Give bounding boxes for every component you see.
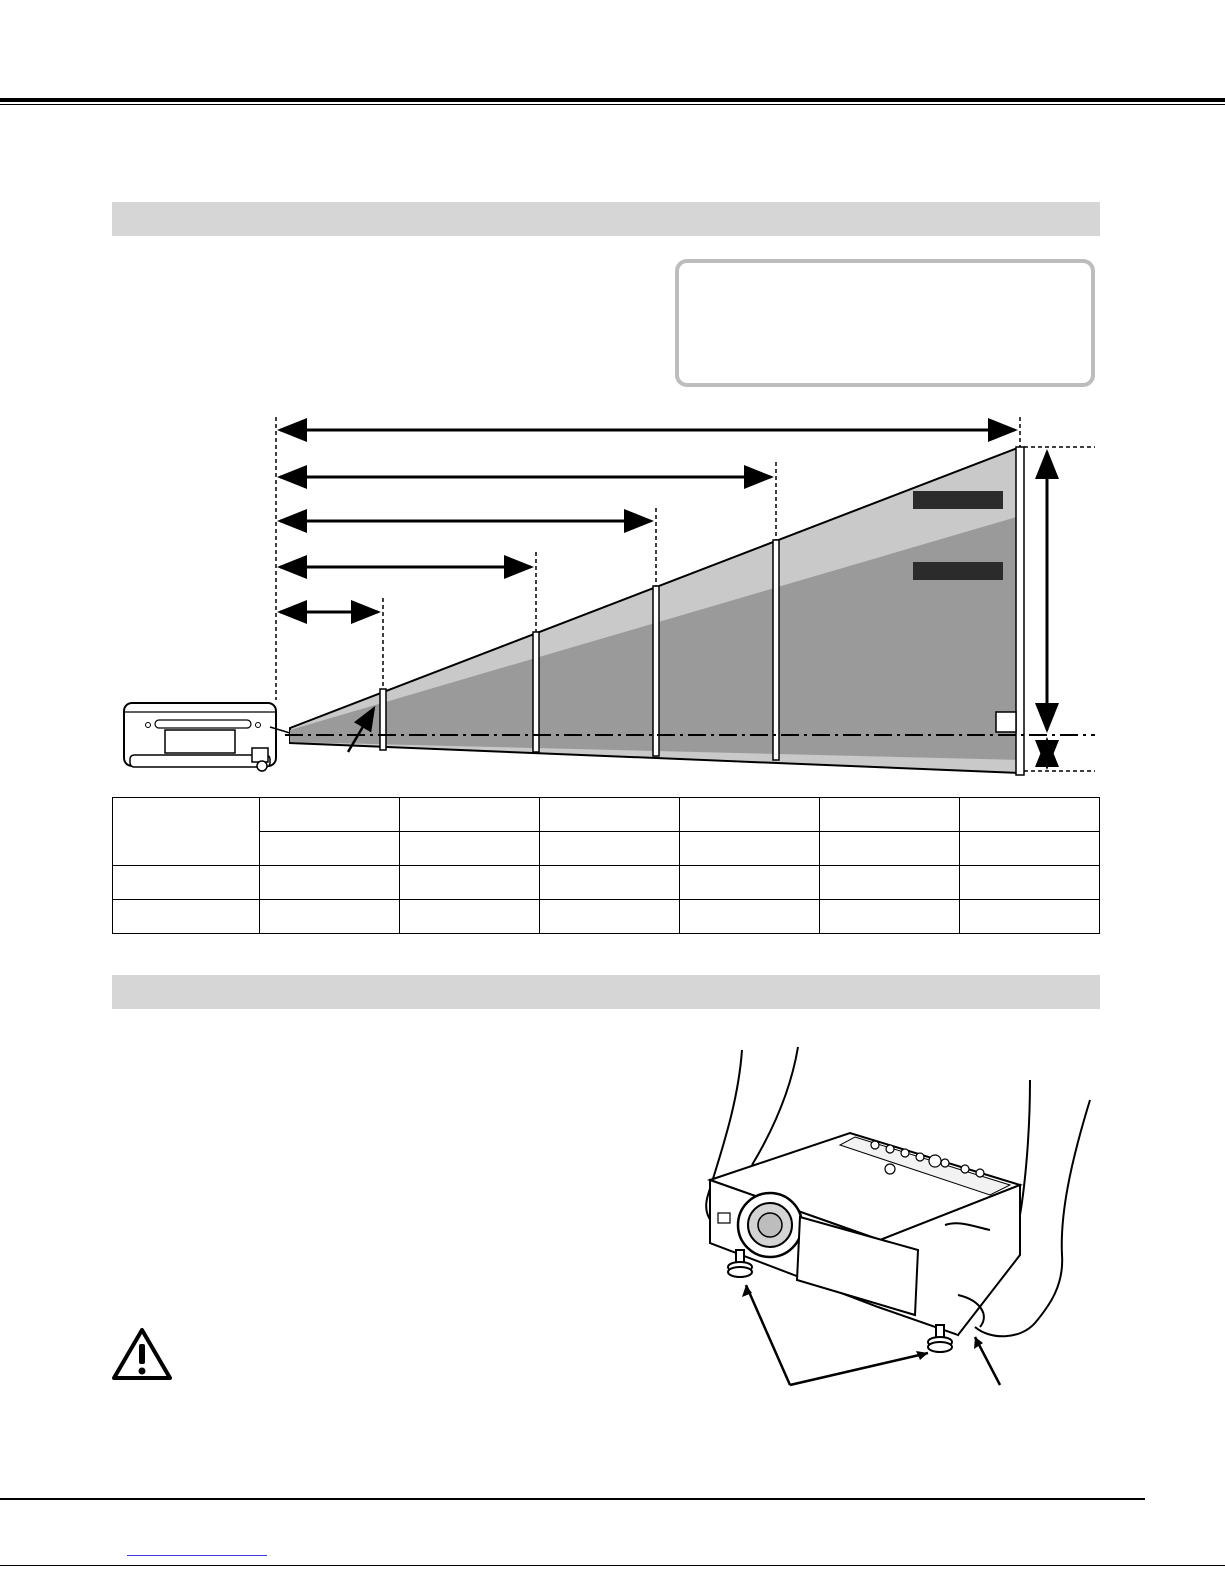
table-row [113, 798, 1100, 832]
table-row [113, 900, 1100, 934]
footer-rule [0, 1498, 1145, 1500]
table-cell [820, 798, 960, 832]
distance-table [112, 797, 1100, 934]
table-cell [820, 900, 960, 934]
table-cell [960, 798, 1100, 832]
table-cell [680, 900, 820, 934]
table-cell [960, 900, 1100, 934]
section-header-adjustment [112, 975, 1100, 1009]
table-cell [113, 798, 260, 866]
table-cell [540, 798, 680, 832]
table-cell [960, 832, 1100, 866]
table-cell [400, 900, 540, 934]
table-cell [680, 798, 820, 832]
table-cell [260, 832, 400, 866]
table-row [113, 832, 1100, 866]
projector-hands-illustration [690, 1045, 1110, 1405]
projector-side-icon [124, 703, 290, 771]
table-cell [820, 832, 960, 866]
table-row [113, 866, 1100, 900]
table-cell [260, 900, 400, 934]
table-cell [400, 798, 540, 832]
table-cell [400, 866, 540, 900]
table-cell [540, 832, 680, 866]
warning-triangle-icon [110, 1326, 174, 1382]
table-cell [400, 832, 540, 866]
table-cell [540, 900, 680, 934]
table-cell [113, 900, 260, 934]
table-cell [540, 866, 680, 900]
bottom-rule [0, 1565, 1225, 1566]
table-cell [260, 866, 400, 900]
table-cell [960, 866, 1100, 900]
footer-link-underline[interactable] [127, 1555, 267, 1556]
table-cell [680, 832, 820, 866]
table-cell [680, 866, 820, 900]
table-cell [820, 866, 960, 900]
table-cell [113, 866, 260, 900]
table-cell [260, 798, 400, 832]
